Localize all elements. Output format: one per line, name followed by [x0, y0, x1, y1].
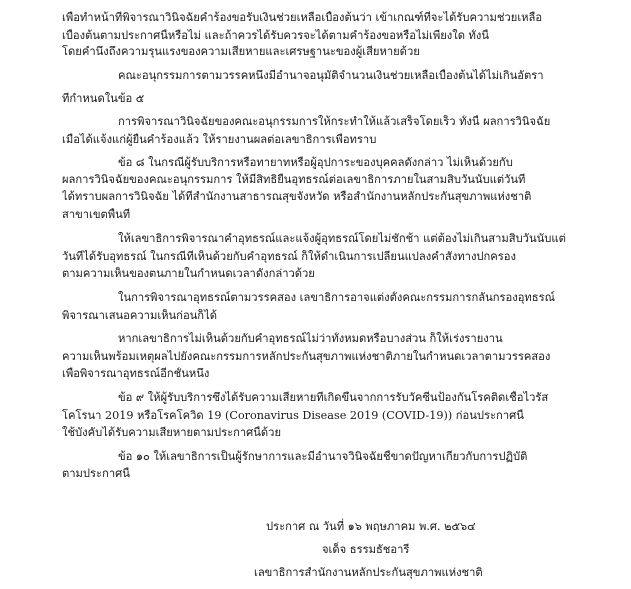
text-line: ใช้บังคับได้รับความเสียหายตามประกาศนี้ด้วย — [62, 426, 281, 439]
text-line: คณะอนุกรรมการตามวรรคหนึ่งมีอำนาจอนุมัติจำนวนเงินช่วยเหลือเบื้องต้นได้ไม่เกินอัตรา — [118, 69, 544, 82]
text-line: เพื่อพิจารณาอุทธรณ์อีกชั้นหนึ่ง — [62, 367, 210, 380]
text-line: พิจารณาเสนอความเห็นก่อนก็ได้ — [62, 309, 217, 322]
text-line: ให้เลขาธิการพิจารณาคำอุทธรณ์และแจ้งผู้อุทธรณ์โดยไม่ชักช้า แต่ต้องไม่เกินสามสิบวันนับแต่ — [118, 232, 566, 245]
text-line: เบื้องต้นตามประกาศนี้หรือไม่ และถ้าควรได้รับควรจะได้ตามคำร้องขอหรือไม่เพียงใด ทั้งนี้ — [62, 29, 489, 42]
text-line: ที่กำหนดในข้อ ๕ — [62, 92, 145, 105]
text-line: ข้อ ๘ ในกรณีผู้รับบริการหรือทายาทหรือผู้อุปการะของบุคคลดังกล่าว ไม่เห็นด้วยกับ — [118, 156, 513, 169]
signatory-position: เลขาธิการสำนักงานหลักประกันสุขภาพแห่งชาติ — [254, 566, 483, 579]
text-line: ตามประกาศนี้ — [62, 467, 130, 480]
text-line: โคโรนา 2019 หรือโรคโควิด 19 (Coronavirus Disease 2019 (COVID-19)) ก่อนประกาศนี้ — [62, 409, 524, 422]
text-line: หากเลขาธิการไม่เห็นด้วยกับคำอุทธรณ์ไม่ว่าทั้งหมดหรือบางส่วน ก็ให้เร่งรายงาน — [118, 332, 503, 345]
text-line: เพื่อทำหน้าที่พิจารณาวินิจฉัยคำร้องขอรับเงินช่วยเหลือเบื้องต้นว่า เข้าเกณฑ์ที่จะได้รับความช่วยเหลือ — [62, 11, 543, 24]
text-line: เมื่อได้แจ้งแก่ผู้ยื่นคำร้องแล้ว ให้รายงานผลต่อเลขาธิการเพื่อทราบ — [62, 133, 377, 146]
text-line: ข้อ ๑๐ ให้เลขาธิการเป็นผู้รักษาการและมีอำนาจวินิจฉัยชี้ขาดปัญหาเกี่ยวกับการปฏิบัติ — [118, 450, 528, 463]
text-line: ตามความเห็นของตนภายในกำหนดเวลาดังกล่าวด้วย — [62, 267, 315, 280]
text-line: ข้อ ๙ ให้ผู้รับบริการซึ่งได้รับความเสียหายที่เกิดขึ้นจากการรับวัคซีนป้องกันโรคติดเชื้อไวรัส — [118, 391, 549, 404]
text-line: โดยคำนึงถึงความรุนแรงของความเสียหายและเศรษฐานะของผู้เสียหายด้วย — [62, 45, 420, 58]
text-line: การพิจารณาวินิจฉัยของคณะอนุกรรมการให้กระทำให้แล้วเสร็จโดยเร็ว ทั้งนี้ ผลการวินิจฉัย — [118, 115, 551, 128]
text-line: ในการพิจารณาอุทธรณ์ตามวรรคสอง เลขาธิการอาจแต่งตั้งคณะกรรมการกลั่นกรองอุทธรณ์ — [118, 291, 556, 304]
signatory-name: จเด็จ ธรรมธัชอารี — [322, 543, 410, 556]
text-line: สาขาเขตพื้นที่ — [62, 208, 131, 221]
text-line: ความเห็นพร้อมเหตุผลไปยังคณะกรรมการหลักประกันสุขภาพแห่งชาติภายในกำหนดเวลาตามวรรคสอง — [62, 350, 551, 363]
text-line: ผลการวินิจฉัยของคณะอนุกรรมการ ให้มีสิทธิยื่นอุทธรณ์ต่อเลขาธิการภายในสามสิบวันนับแต่วันที่ — [62, 173, 526, 186]
text-line: ได้ทราบผลการวินิจฉัย ได้ที่สำนักงานสาธารณสุขจังหวัด หรือสำนักงานหลักประกันสุขภาพแห่งชาติ — [62, 190, 532, 203]
announcement-date: ประกาศ ณ วันที่ ๑๖ พฤษภาคม พ.ศ. ๒๕๖๔ — [266, 520, 476, 533]
text-line: วันที่ได้รับอุทธรณ์ ในกรณีที่เห็นด้วยกับคำอุทธรณ์ ก็ให้ดำเนินการเปลี่ยนแปลงคำสั่งทางปกครอง — [62, 250, 516, 263]
